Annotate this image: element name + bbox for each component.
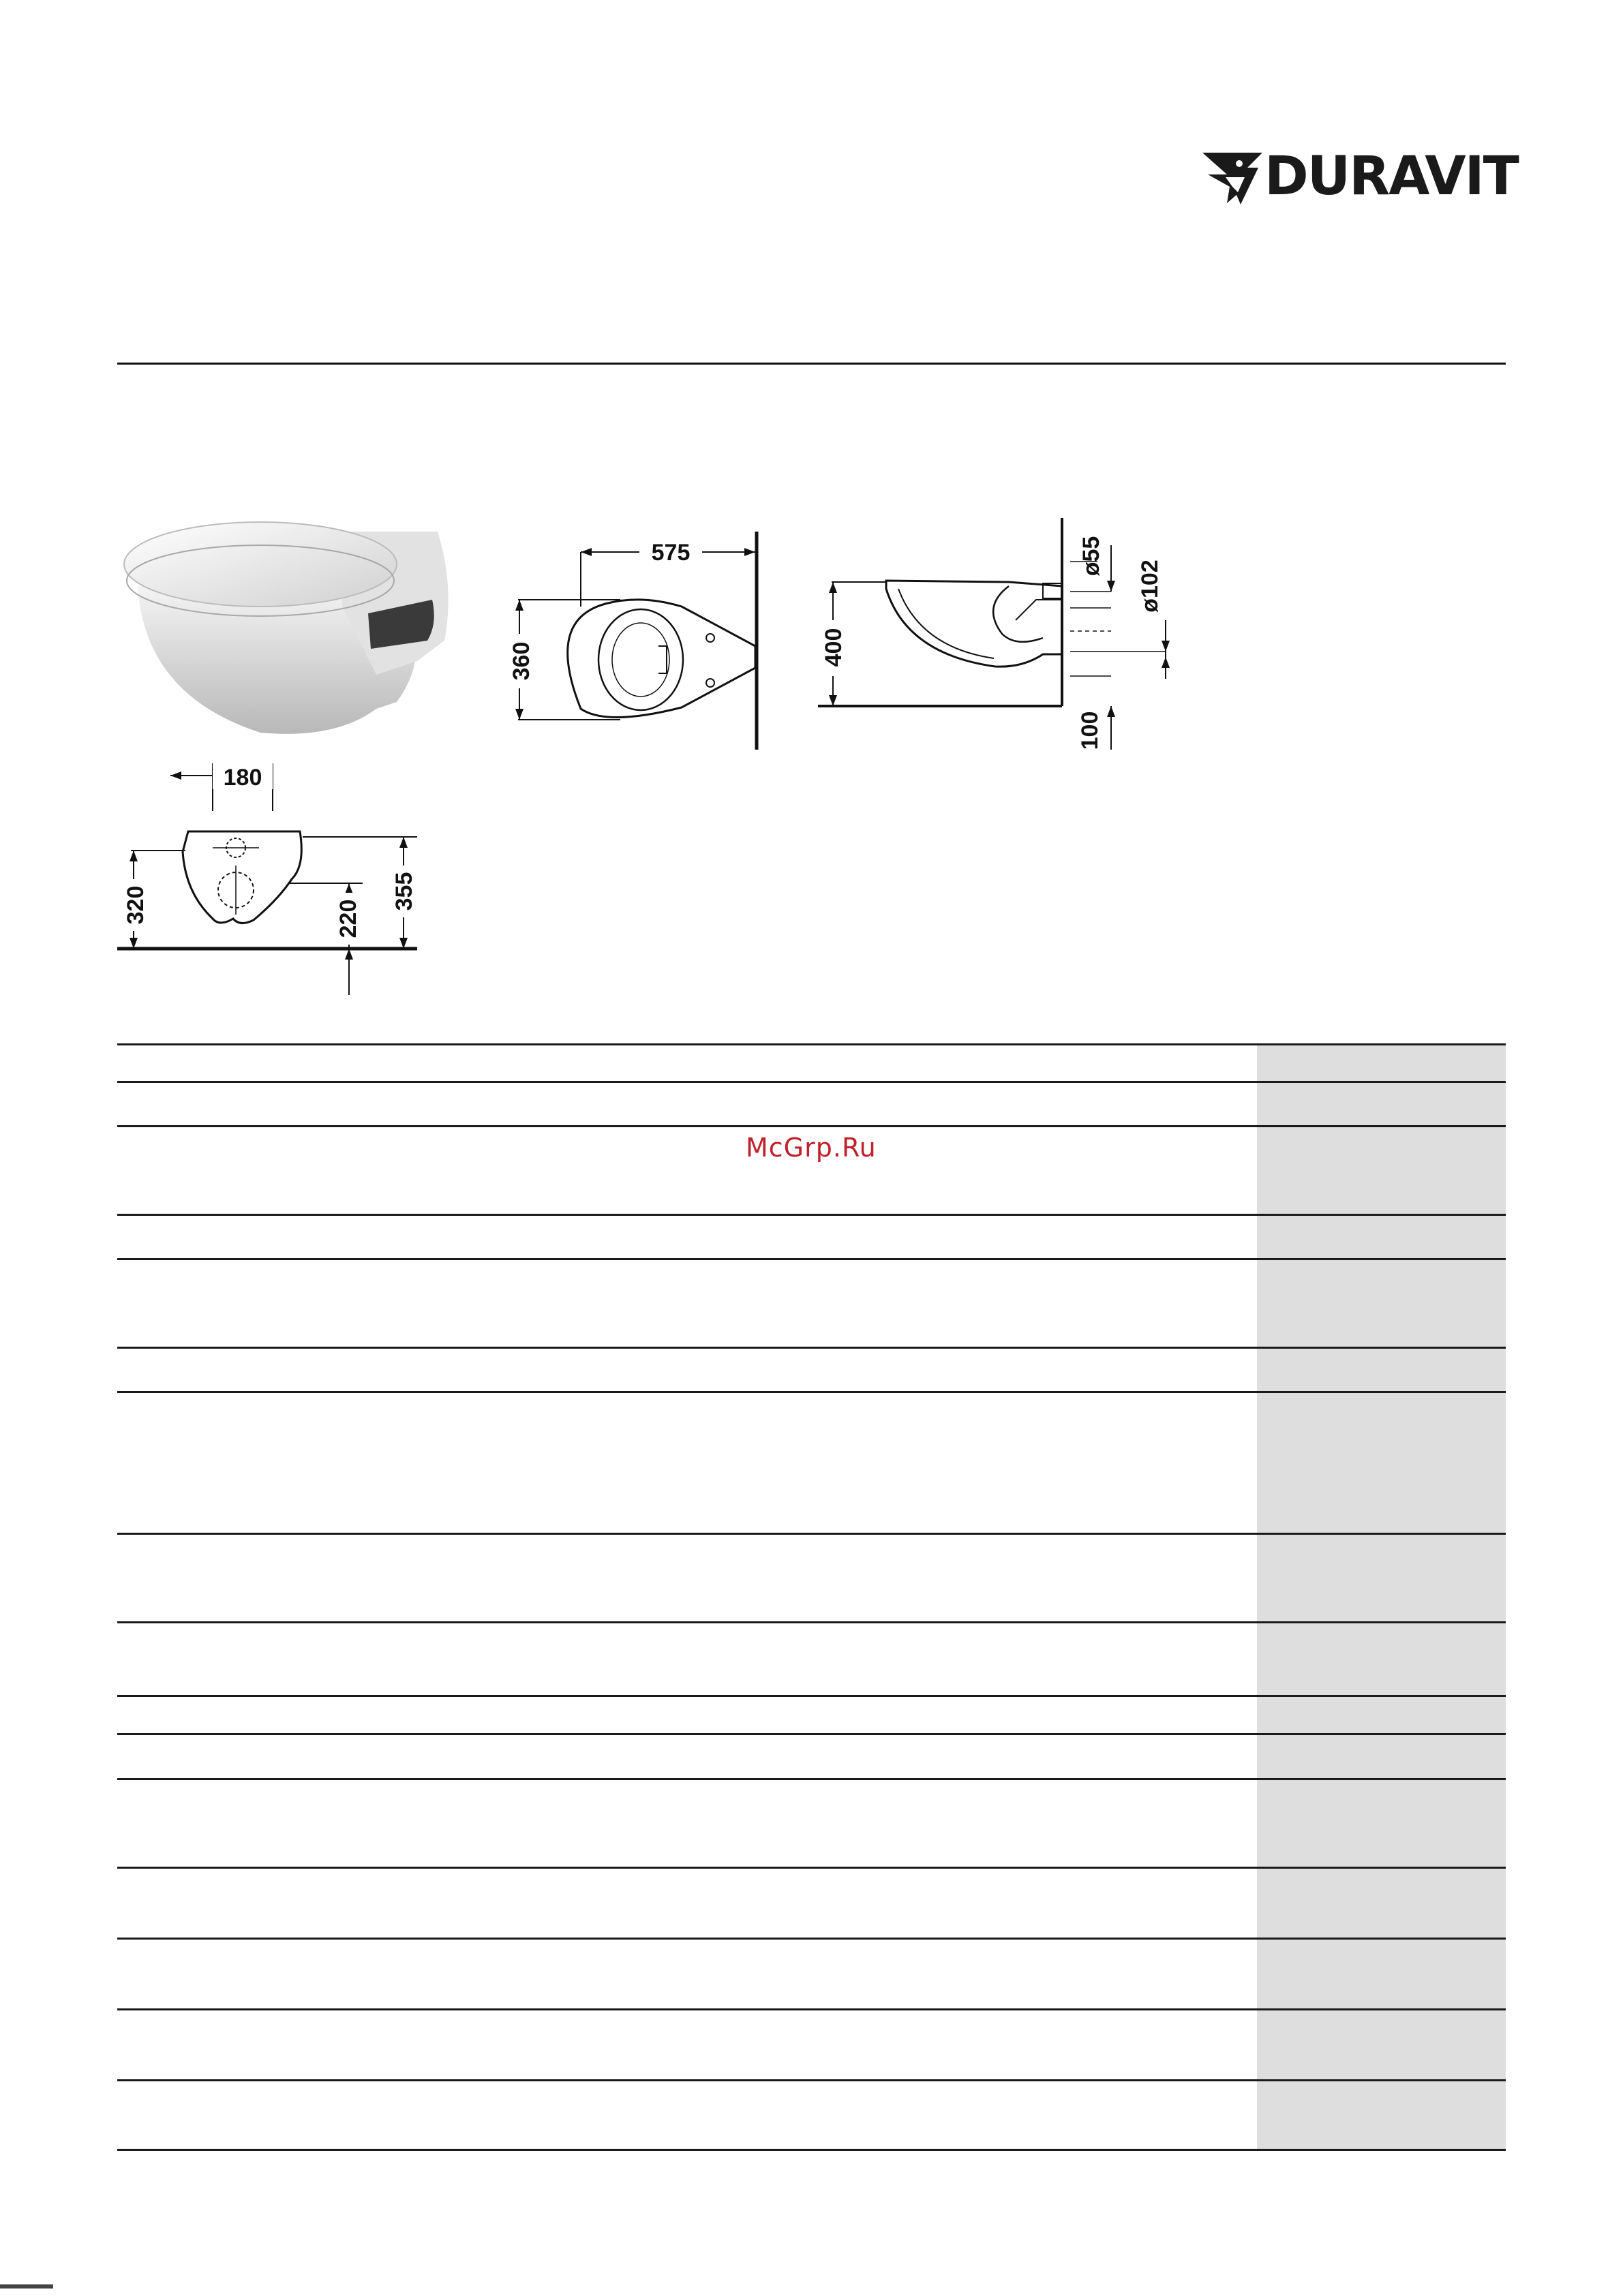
outlet-height-label: 220 [335, 899, 361, 938]
spec-table-shaded-column [1257, 1043, 1506, 2150]
table-row-divider [117, 1733, 1506, 1735]
table-row-divider [117, 1043, 1506, 1045]
rear-view-drawing [117, 756, 431, 995]
table-row-divider [117, 1125, 1506, 1127]
table-row-divider [117, 1621, 1506, 1623]
table-row-divider [117, 1347, 1506, 1349]
table-row-divider [117, 1695, 1506, 1697]
side-view-drawing [811, 518, 1193, 756]
table-row-divider [117, 1214, 1506, 1216]
table-row-divider [117, 1938, 1506, 1940]
table-row-divider [117, 1533, 1506, 1535]
outlet-small-label: ø55 [1078, 536, 1104, 577]
total-height-label: 355 [391, 872, 417, 911]
table-row-divider [117, 1391, 1506, 1393]
rear-height-left-label: 320 [123, 885, 149, 925]
brand-name: DURAVIT [1264, 146, 1518, 207]
table-row-divider [117, 2079, 1506, 2081]
duravit-bird-icon [1200, 147, 1268, 209]
offset-label: 100 [1077, 711, 1103, 750]
top-width-label: 360 [509, 641, 534, 681]
outlet-large-label: ø102 [1137, 560, 1163, 613]
table-row-divider [117, 2008, 1506, 2010]
header-divider [117, 363, 1506, 365]
watermark-text: McGrp.Ru [746, 1133, 877, 1163]
top-length-label: 575 [651, 540, 691, 566]
fixing-distance-label: 180 [223, 765, 262, 791]
wall-hung-toilet-photo [117, 504, 458, 750]
top-view-drawing [504, 525, 763, 756]
table-row-divider [117, 1867, 1506, 1869]
table-row-divider [117, 1081, 1506, 1083]
table-row-divider [117, 1778, 1506, 1780]
table-row-divider [117, 1258, 1506, 1260]
duravit-logo [1200, 144, 1518, 210]
table-row-divider [117, 2149, 1506, 2151]
spec-table [117, 1043, 1506, 2151]
side-height-label: 400 [821, 628, 847, 667]
footer-mark [0, 2284, 53, 2289]
